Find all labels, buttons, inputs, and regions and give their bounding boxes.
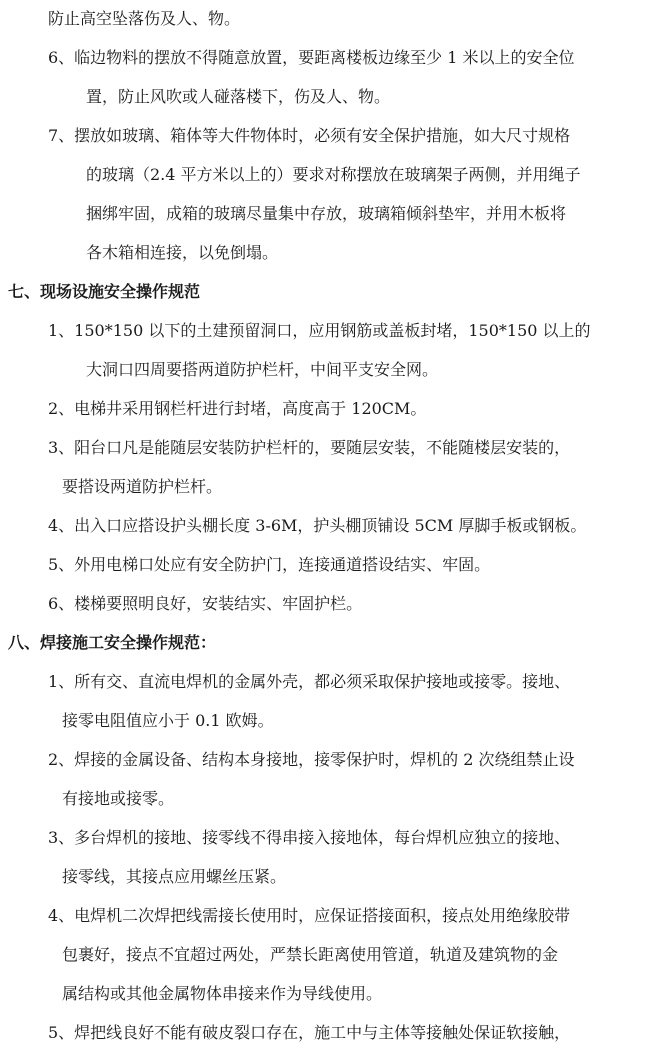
list-item-5: 5、外用电梯口处应有安全防护门，连接通道搭设结实、牢固。: [48, 555, 491, 574]
text-line: 接零电阻值应小于 0.1 欧姆。: [62, 711, 274, 730]
list-item-5: 5、焊把线良好不能有破皮裂口存在，施工中与主体等接触处保证软接触，: [48, 1023, 571, 1042]
list-item-3: 3、多台焊机的接地、接零线不得串接入接地体，每台焊机应独立的接地、: [48, 828, 571, 847]
text-line: 大洞口四周要搭两道防护栏杆，中间平支安全网。: [86, 360, 439, 379]
text-line: 捆绑牢固，成箱的玻璃尽量集中存放，玻璃箱倾斜垫牢，并用木板将: [86, 204, 567, 223]
text-line: 包裹好，接点不宜超过两处，严禁长距离使用管道，轨道及建筑物的金: [62, 945, 559, 964]
list-item-6: 6、临边物料的摆放不得随意放置，要距离楼板边缘至少 1 米以上的安全位: [48, 48, 575, 67]
section-heading-8: 八、焊接施工安全操作规范：: [8, 633, 217, 652]
list-item-3: 3、阳台口凡是能随层安装防护栏杆的，要随层安装，不能随楼层安装的，: [48, 438, 571, 457]
text-line: 的玻璃（2.4 平方米以上的）要求对称摆放在玻璃架子两侧，并用绳子: [86, 165, 581, 184]
list-item-1: 1、所有交、直流电焊机的金属外壳，都必须采取保护接地或接零。接地、: [48, 672, 571, 691]
list-item-2: 2、焊接的金属设备、结构本身接地，接零保护时，焊机的 2 次绕组禁止设: [48, 750, 575, 769]
list-item-4: 4、电焊机二次焊把线需接长使用时，应保证搭接面积，接点处用绝缘胶带: [48, 906, 571, 925]
list-item-1: 1、150*150 以下的土建预留洞口，应用钢筋或盖板封堵，150*150 以上的: [48, 321, 591, 340]
list-item-6: 6、楼梯要照明良好，安装结实、牢固护栏。: [48, 594, 363, 613]
text-line: 接零线，其接点应用螺丝压紧。: [62, 867, 287, 886]
list-item-7: 7、摆放如玻璃、箱体等大件物体时，必须有安全保护措施，如大尺寸规格: [48, 126, 571, 145]
text-line: 属结构或其他金属物体串接来作为导线使用。: [62, 984, 383, 1003]
text-line: 各木箱相连接，以免倒塌。: [86, 243, 279, 262]
list-item-4: 4、出入口应搭设护头棚长度 3-6M，护头棚顶铺设 5CM 厚脚手板或钢板。: [48, 516, 587, 535]
text-line: 有接地或接零。: [62, 789, 175, 808]
text-line: 防止高空坠落伤及人、物。: [48, 9, 241, 28]
section-heading-7: 七、现场设施安全操作规范: [8, 282, 201, 301]
list-item-2: 2、电梯井采用钢栏杆进行封堵，高度高于 120CM。: [48, 399, 427, 418]
text-line: 要搭设两道防护栏杆。: [62, 477, 223, 496]
text-line: 置，防止风吹或人碰落楼下，伤及人、物。: [86, 87, 391, 106]
